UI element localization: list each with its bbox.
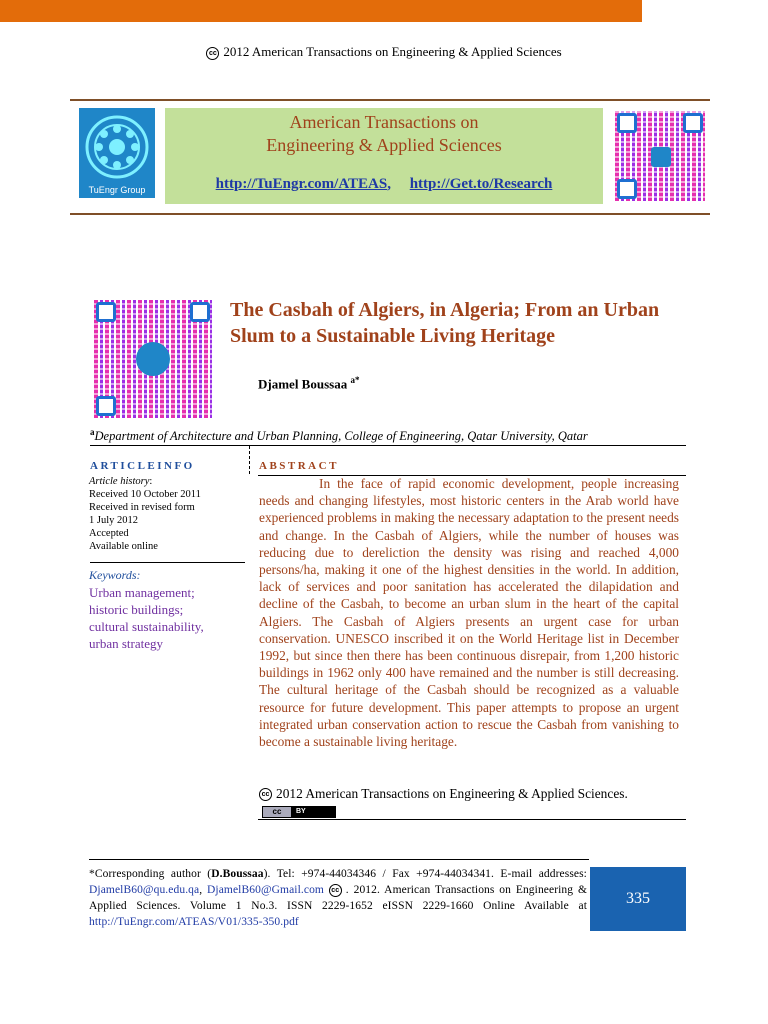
abstract-copyright-text: 2012 American Transactions on Engineering & Applied Sciences. xyxy=(276,786,628,801)
header-rule-top xyxy=(70,99,710,101)
keywords-list xyxy=(89,584,249,652)
journal-name-line2: Engineering & Applied Sciences xyxy=(266,135,502,155)
footer-email-2[interactable]: DjamelB60@Gmail.com xyxy=(207,884,324,896)
qr-eye-icon xyxy=(617,113,637,133)
top-accent-bar xyxy=(0,0,642,22)
cc-by-license-badge[interactable] xyxy=(262,806,336,818)
footer-citation: . 2012. American Transactions on Engineering & Applied Sciences. Volume 1 No.3. ISSN 2229-1652 eISSN 2229-1660 Online Available at xyxy=(89,884,587,912)
keyword: urban strategy xyxy=(89,636,164,651)
creative-commons-icon: cc xyxy=(206,47,219,60)
article-history: Article history: Received 10 October 2011 Received in revised form 1 July 2012 Accepted Available online xyxy=(89,475,249,553)
abstract-heading: ABSTRACT xyxy=(259,460,339,472)
footer-note xyxy=(89,866,587,930)
footer-url[interactable]: http://TuEngr.com/ATEAS/V01/335-350.pdf xyxy=(89,916,299,928)
qr-center-logo-icon xyxy=(651,147,671,167)
top-copyright-text: 2012 American Transactions on Engineering & Applied Sciences xyxy=(223,44,562,59)
keyword: historic buildings; xyxy=(89,602,184,617)
keyword: Urban management; xyxy=(89,585,195,600)
article-title: The Casbah of Algiers, in Algeria; From an Urban Slum to a Sustainable Living Heritage xyxy=(230,299,660,347)
qr-eye-icon xyxy=(96,396,116,416)
qr-center-logo-icon xyxy=(136,342,170,376)
keyword: cultural sustainability, xyxy=(89,619,204,634)
column-separator xyxy=(249,446,250,474)
cc-badge-left: cc xyxy=(263,807,291,817)
author-superscript: a* xyxy=(350,375,360,385)
affiliation-line xyxy=(90,427,588,444)
journal-link-research[interactable]: http://Get.to/Research xyxy=(409,176,553,192)
divider-abstract-bottom xyxy=(258,819,686,820)
journal-links xyxy=(165,176,603,193)
wheel-logo-icon xyxy=(85,113,149,185)
qr-eye-icon xyxy=(683,113,703,133)
abstract-copyright xyxy=(259,786,628,802)
author-name: Djamel Boussaa xyxy=(258,376,348,392)
top-copyright-line xyxy=(0,44,768,60)
qr-code-article-icon xyxy=(94,300,212,418)
affiliation-superscript: a xyxy=(90,427,95,437)
affiliation-text: Department of Architecture and Urban Planning, College of Engineering, Qatar University, Qatar xyxy=(94,429,588,444)
article-info-heading: ARTICLEINFO xyxy=(90,460,195,472)
creative-commons-icon: cc xyxy=(329,884,342,897)
divider-keywords xyxy=(90,562,245,563)
cc-badge-right: BY xyxy=(296,808,306,815)
history-label: Article history xyxy=(89,476,150,487)
divider-top xyxy=(90,445,686,446)
history-item: Accepted xyxy=(89,528,129,539)
qr-eye-icon xyxy=(190,302,210,322)
keywords-label: Keywords: xyxy=(89,568,141,582)
qr-eye-icon xyxy=(96,302,116,322)
journal-name-line1: American Transactions on xyxy=(289,112,479,132)
history-item: Available online xyxy=(89,541,158,552)
qr-code-header-icon xyxy=(615,111,705,201)
journal-link-ateas[interactable]: http://TuEngr.com/ATEAS xyxy=(215,176,388,192)
footer-rule xyxy=(89,859,589,860)
link-separator: , xyxy=(387,176,391,192)
footer-corresponding-prefix: *Corresponding author ( xyxy=(89,868,212,880)
footer-email-sep: , xyxy=(199,884,208,896)
footer-email-1[interactable]: DjamelB60@qu.edu.qa xyxy=(89,884,200,896)
logo-label: TuEngr Group xyxy=(88,185,146,195)
qr-eye-icon xyxy=(617,179,637,199)
history-item: 1 July 2012 xyxy=(89,515,139,526)
creative-commons-icon: cc xyxy=(259,788,272,801)
abstract-text: In the face of rapid economic development, people increasing needs and changing lifestyles, most historic centers in the Arab world have experienced problems in making the necessary adaptation to the present needs and change. In the Casbah of Algiers, while the number of houses was reducing due to dereliction the density was rising and reached 4,000 persons/ha, making it one of the highest densities in the world. In addition, lack of services and poor sanitation has accelerated the dilapidation and decline of the Casbah, to become an urban slum in the heart of the capital Algiers. The Casbah of Algiers presents an urgent case for urban conservation. UNESCO inscribed it on the World Heritage list in December 1992, but since then there has been continuous disrepair, from 1,200 historic buildings in 1962 only 400 have remained and the number is still decreasing. The cultural heritage of the Casbah should be recognized as a valuable resource for future development. This paper attempts to propose an urgent integrated urban conservation action to rescue the Casbah from vanishing to become a sustainable living heritage. xyxy=(259,476,679,750)
history-item: Received in revised form xyxy=(89,502,195,513)
footer-contact: ). Tel: +974-44034346 / Fax +974-44034341. E-mail addresses: xyxy=(263,868,587,880)
history-item: Received 10 October 2011 xyxy=(89,489,201,500)
header-rule-bottom xyxy=(70,213,710,215)
footer-corresponding-name: D.Boussaa xyxy=(211,868,264,880)
page-number: 335 xyxy=(590,867,686,931)
author-line xyxy=(258,375,359,392)
